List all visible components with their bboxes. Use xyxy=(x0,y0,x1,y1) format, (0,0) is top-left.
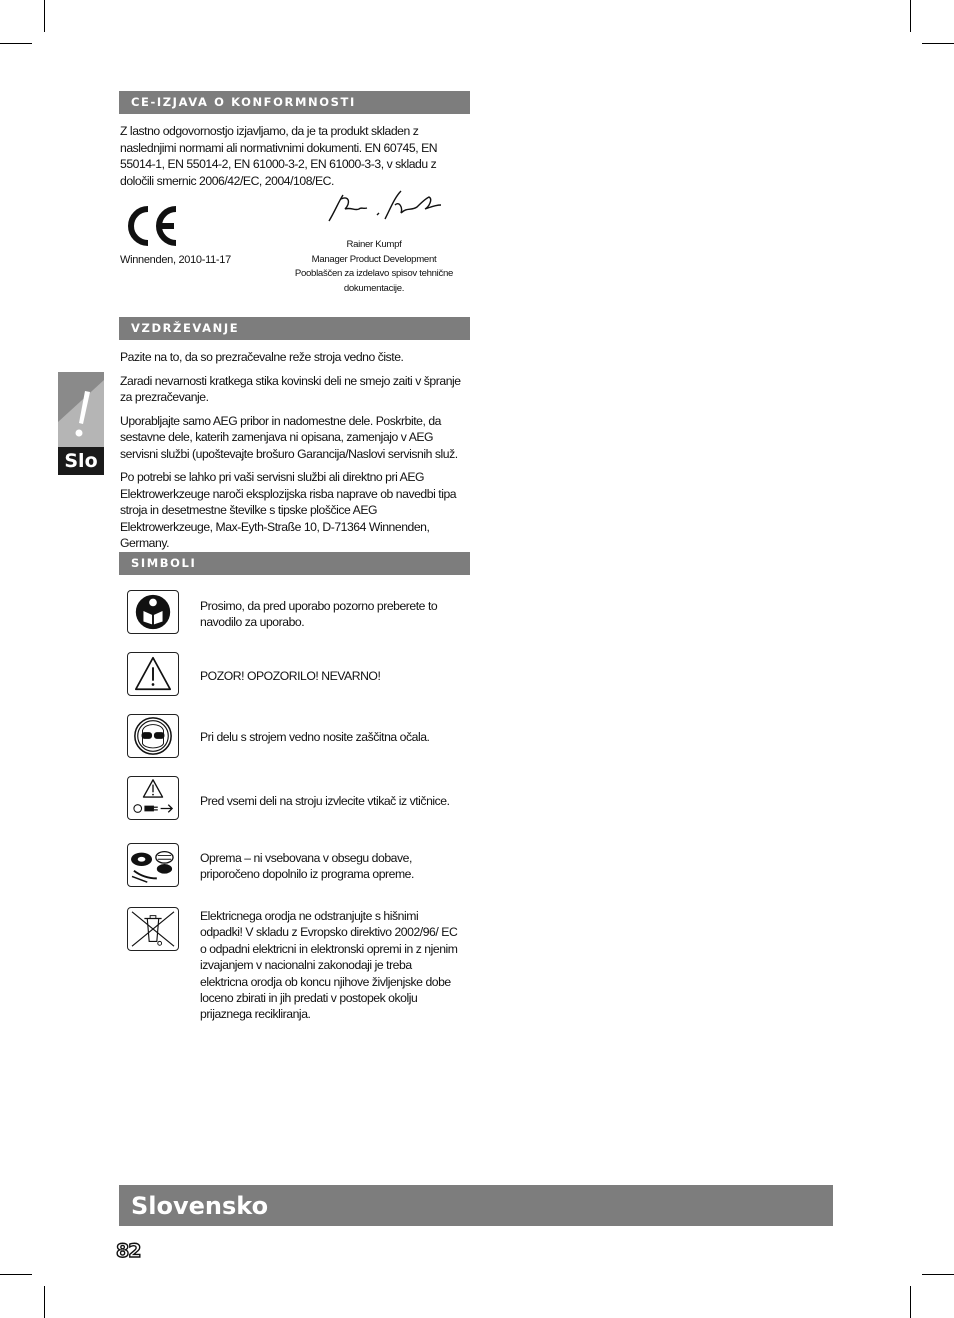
side-tab-graphic xyxy=(58,372,104,447)
safety-goggles-icon xyxy=(127,714,179,758)
unplug-icon xyxy=(127,776,179,820)
footer-language-bar: Slovensko xyxy=(119,1185,833,1226)
page-number: 82 xyxy=(116,1240,141,1262)
side-tab-label: Slo xyxy=(58,447,104,475)
signer-title: Manager Product Development xyxy=(311,253,437,265)
signer-block xyxy=(294,238,454,296)
signer-name: Rainer Kumpf xyxy=(346,239,402,250)
weee-bin-icon xyxy=(127,907,179,951)
maintenance-paragraph: Zaradi nevarnosti kratkega stika kovinski deli ne smejo zaiti v špranje za prezračevanje. xyxy=(120,373,461,404)
symbol-text-goggles: Pri delu s strojem vedno nosite zaščitna očala. xyxy=(200,730,430,744)
maintenance-paragraph: Po potrebi se lahko pri vaši servisni službi ali direktno pri AEG Elektrowerkzeuge naroči eksplozijska risba naprave ob navedbi tipa stroja in desetmestne številke s tipske ploščice AEG Elektrowerkzeuge, Max-Eyth-Straße 10, D-71364 Winnenden, Germany. xyxy=(120,470,457,550)
signature xyxy=(325,185,445,227)
symbol-text-accessories: Oprema – ni vsebovana v obsegu dobave, priporočeno dopolnilo iz programa opreme. xyxy=(200,851,414,882)
symbol-text-unplug: Pred vsemi deli na stroju izvlecite vtikač iz vtičnice. xyxy=(200,794,450,808)
crop-mark xyxy=(910,0,911,32)
read-manual-icon xyxy=(127,590,179,634)
maintenance-text xyxy=(120,349,472,559)
crop-mark xyxy=(0,43,32,44)
symbol-text-weee: Elektricnega orodja ne odstranjujte s hišnimi odpadki! V skladu z Evropsko direktivo 2002/96/ EC o odpadni elektricni in elektronski opremi in z njenim izvajanjem v nacionalni zakonodaji je treba elektricna orodja ob koncu njihove življenjske dobe loceno zbirati in jih predati v postopek okolju prijaznega recikliranja. xyxy=(200,909,458,1022)
accessories-icon xyxy=(127,843,179,887)
warning-triangle-icon xyxy=(127,652,179,696)
crop-mark xyxy=(0,1274,32,1275)
place-date: Winnenden, 2010-11-17 xyxy=(120,254,231,266)
crop-mark xyxy=(910,1286,911,1318)
ce-declaration-text: Z lastno odgovornostjo izjavljamo, da je ta produkt skladen z naslednjimi normami ali normativnimi dokumenti. EN 60745, EN 55014-1, EN 55014-2, EN 61000-3-2, EN 61000-3-3, v skladu z določili smernic 2006/42/EC, 2004/108/EC. xyxy=(120,124,438,188)
exclamation-icon xyxy=(58,372,104,447)
section-header-symbols: SIMBOLI xyxy=(119,552,470,575)
maintenance-paragraph: Pazite na to, da so prezračevalne reže stroja vedno čiste. xyxy=(120,350,404,364)
section-header-maintenance: VZDRŽEVANJE xyxy=(119,317,470,340)
ce-mark-icon xyxy=(122,203,182,249)
language-side-tab xyxy=(58,372,104,475)
section-header-ce: CE-IZJAVA O KONFORMNOSTI xyxy=(119,91,470,114)
crop-mark xyxy=(44,1286,45,1318)
symbol-text-warning: POZOR! OPOZORILO! NEVARNO! xyxy=(200,669,381,683)
crop-mark xyxy=(44,0,45,32)
crop-mark xyxy=(922,1274,954,1275)
signer-role: Pooblaščen za izdelavo spisov tehnične dokumentacije. xyxy=(294,268,454,294)
symbol-text-read-manual: Prosimo, da pred uporabo pozorno preberete to navodilo za uporabo. xyxy=(200,599,438,630)
crop-mark xyxy=(922,43,954,44)
maintenance-paragraph: Uporabljajte samo AEG pribor in nadomestne dele. Poskrbite, da sestavne dele, katerih zamenjava ni opisana, zamenjajo v AEG servisni službi (upoštevajte brošuro Garancija/Naslovi servisnih služ. xyxy=(120,413,458,461)
